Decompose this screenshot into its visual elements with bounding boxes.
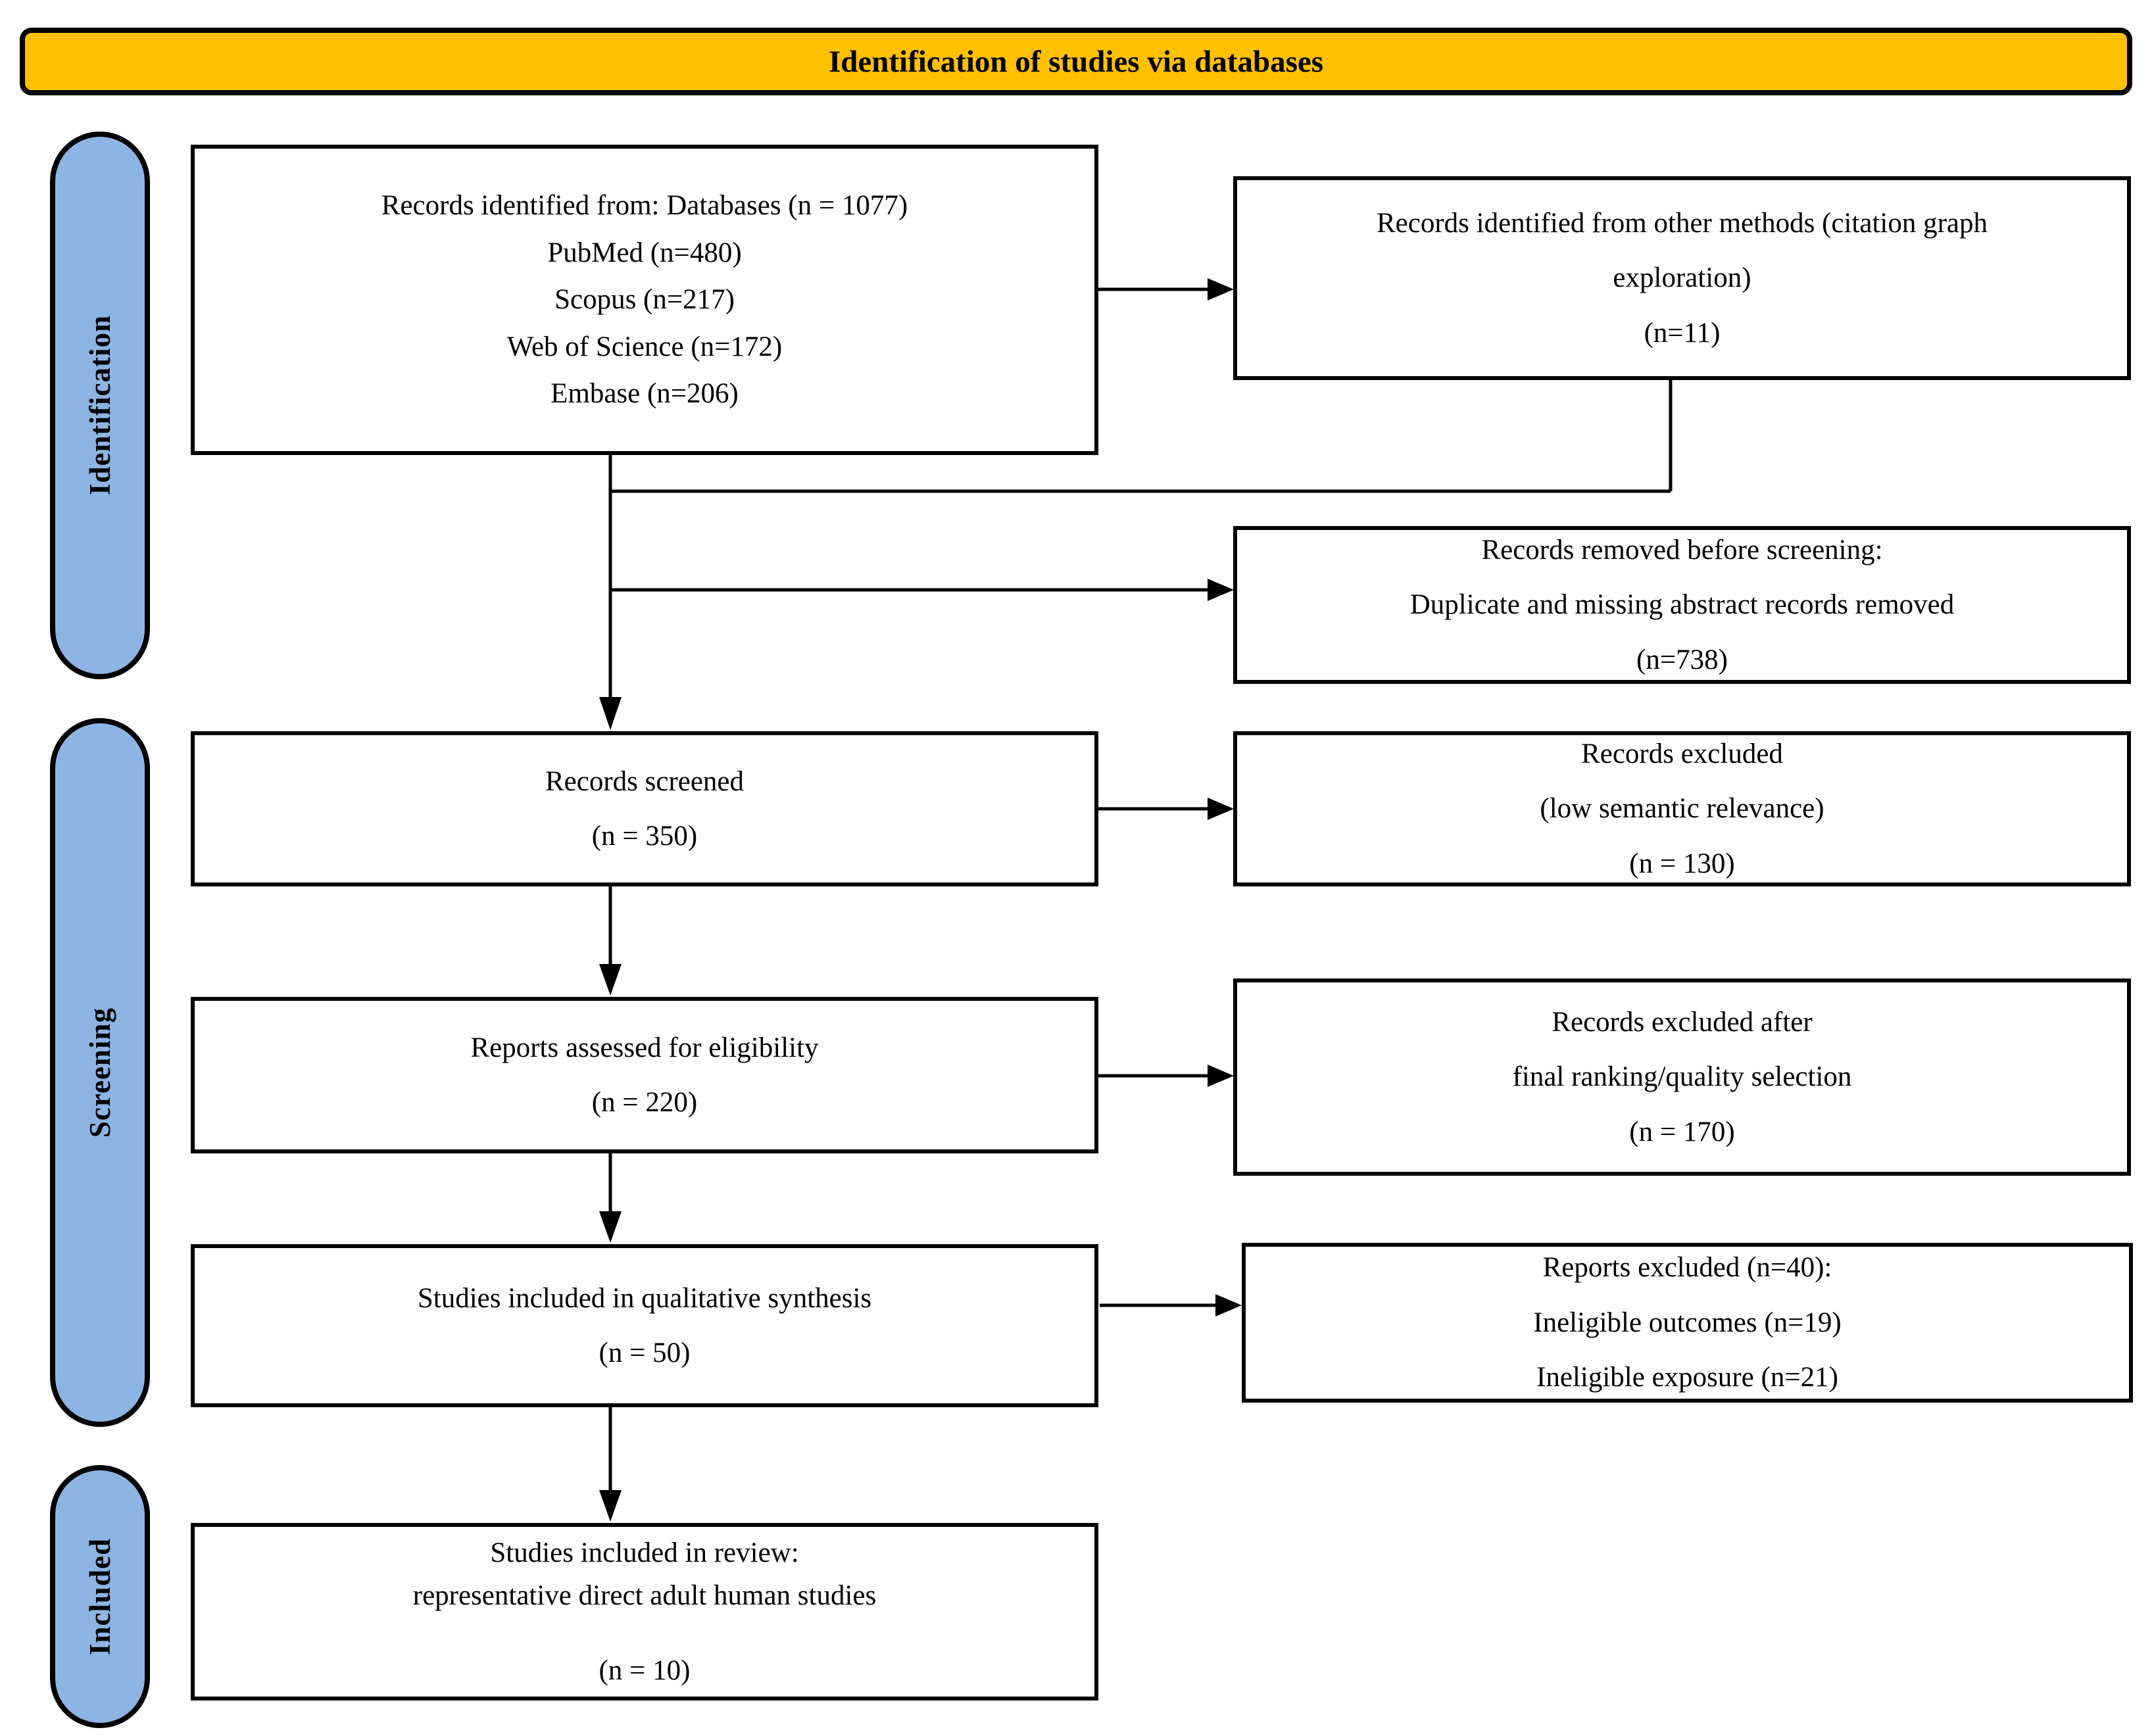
arrowhead-identified-to-other-methods xyxy=(1208,278,1234,301)
reports-assessed-count: (n = 220) xyxy=(591,1087,698,1118)
arrowhead-into-included-in-review xyxy=(599,1490,622,1522)
records-removed-reason: Duplicate and missing abstract records removed xyxy=(1409,589,1955,621)
box-qualitative-synthesis xyxy=(191,1244,1098,1407)
box-records-removed xyxy=(1233,526,2131,684)
arrowhead-into-records-screened xyxy=(599,697,622,730)
qualitative-synthesis-count: (n = 50) xyxy=(599,1338,691,1368)
banner xyxy=(20,28,2132,95)
box-other-methods xyxy=(1233,176,2131,380)
records-excluded-count: (n = 130) xyxy=(1629,848,1735,879)
box-records-identified xyxy=(191,145,1098,455)
box-records-screened xyxy=(191,731,1098,886)
records-identified-embase: Embase (n=206) xyxy=(550,378,739,410)
records-screened-count: (n = 350) xyxy=(591,821,698,852)
arrowhead-into-records-excluded xyxy=(1208,798,1234,820)
stage-label-screening: Screening xyxy=(84,1007,116,1138)
excluded-after-ranking-title: Records excluded after xyxy=(1552,1006,1813,1038)
box-reports-assessed xyxy=(191,997,1098,1153)
records-excluded-title: Records excluded xyxy=(1581,738,1783,769)
arrowhead-into-excluded-after-ranking xyxy=(1208,1065,1234,1087)
other-methods-title-line1: Records identified from other methods (citation graph xyxy=(1376,207,1988,239)
included-in-review-subtitle: representative direct adult human studies xyxy=(412,1580,877,1612)
records-removed-title: Records removed before screening: xyxy=(1481,534,1883,566)
banner-title: Identification of studies via databases xyxy=(828,44,1324,79)
records-identified-web-of-science: Web of Science (n=172) xyxy=(506,331,783,362)
records-identified-scopus: Scopus (n=217) xyxy=(554,284,735,316)
records-identified-title: Records identified from: Databases (n = 1077) xyxy=(381,190,908,222)
box-reports-excluded xyxy=(1242,1243,2133,1403)
records-excluded-reason: (low semantic relevance) xyxy=(1540,793,1824,825)
qualitative-synthesis-title: Studies included in qualitative synthesis xyxy=(417,1282,872,1314)
box-records-excluded xyxy=(1233,731,2131,886)
reports-excluded-exposure: Ineligible exposure (n=21) xyxy=(1536,1362,1838,1393)
records-screened-title: Records screened xyxy=(545,765,745,797)
stage-label-identification: Identification xyxy=(84,315,116,496)
included-in-review-title: Studies included in review: xyxy=(490,1537,799,1568)
records-identified-pubmed: PubMed (n=480) xyxy=(547,237,742,268)
arrowhead-into-reports-assessed xyxy=(599,964,622,996)
reports-excluded-outcomes: Ineligible outcomes (n=19) xyxy=(1533,1307,1842,1338)
arrowhead-into-records-removed xyxy=(1208,579,1234,601)
reports-excluded-title: Reports excluded (n=40): xyxy=(1542,1252,1832,1284)
arrowhead-into-qualitative-synthesis xyxy=(599,1211,622,1243)
stage-pill-included xyxy=(50,1465,150,1728)
reports-assessed-title: Reports assessed for eligibility xyxy=(470,1032,819,1063)
other-methods-count: (n=11) xyxy=(1644,317,1721,349)
box-included-in-review xyxy=(191,1523,1098,1700)
box-excluded-after-ranking xyxy=(1233,978,2131,1176)
arrowhead-into-reports-excluded xyxy=(1215,1294,1242,1316)
included-in-review-count: (n = 10) xyxy=(599,1654,691,1686)
excluded-after-ranking-count: (n = 170) xyxy=(1629,1116,1735,1147)
stage-pill-identification xyxy=(50,132,150,679)
stage-label-included: Included xyxy=(84,1537,116,1656)
records-removed-count: (n=738) xyxy=(1636,644,1728,675)
stage-pill-screening xyxy=(50,718,150,1427)
excluded-after-ranking-reason: final ranking/quality selection xyxy=(1512,1061,1852,1093)
other-methods-title-line2: exploration) xyxy=(1613,262,1751,294)
